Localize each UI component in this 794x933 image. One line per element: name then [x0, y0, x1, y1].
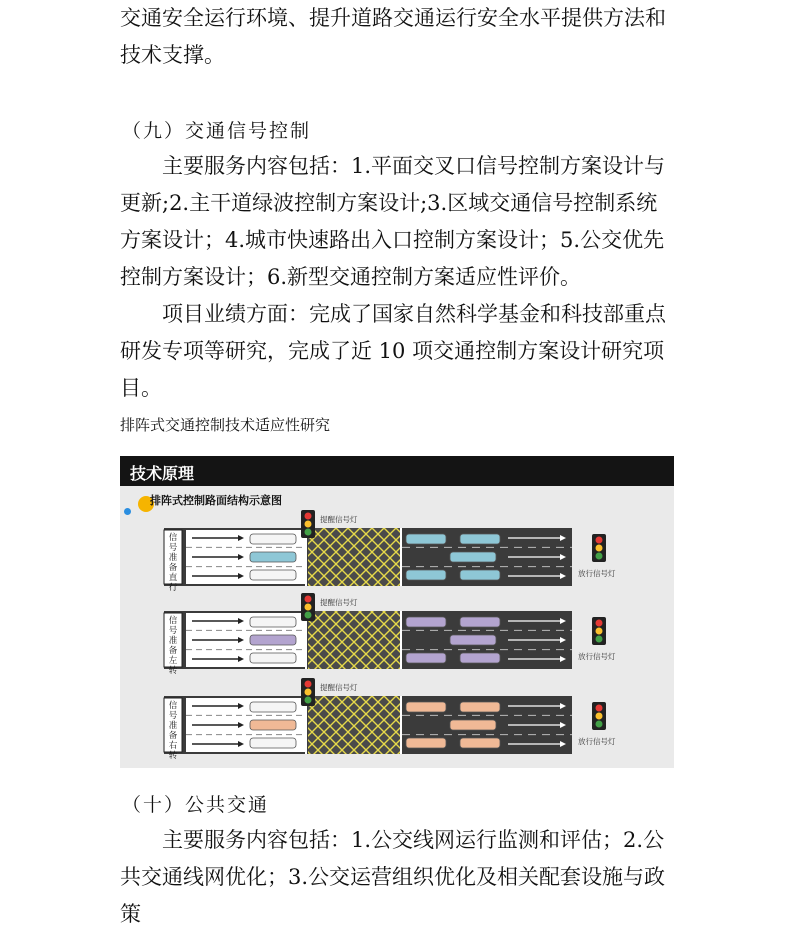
side-label-char: 左 [168, 656, 178, 666]
side-label-char: 准 [168, 721, 178, 731]
section-heading-public-transit: （十）公共交通 [122, 794, 270, 816]
queue-car [250, 635, 296, 645]
released-car [406, 702, 446, 712]
release-light-red [596, 537, 603, 544]
waiting-zone-hatch [308, 528, 400, 586]
side-label-char: 号 [168, 711, 178, 721]
release-light-yellow [596, 628, 603, 635]
released-car [406, 534, 446, 544]
released-car [460, 570, 500, 580]
waiting-zone-hatch [308, 611, 400, 669]
release-light-red [596, 620, 603, 627]
figure-subtitle: 排阵式控制路面结构示意图 [150, 494, 282, 507]
side-label-char: 转 [168, 751, 178, 761]
release-light-yellow [596, 545, 603, 552]
road-structure-diagram [120, 456, 674, 768]
warning-light-label: 提醒信号灯 [320, 515, 358, 524]
queue-car [250, 552, 296, 562]
transit-services-paragraph: 主要服务内容包括：1.公交线网运行监测和评估；2.公共交通线网优化；3.公交运营组织优化及相关配套设施与政策 [120, 828, 666, 926]
queue-car [250, 617, 296, 627]
side-label-char: 直 [168, 573, 178, 583]
released-car [460, 738, 500, 748]
side-label-char: 准 [168, 553, 178, 563]
released-car [460, 702, 500, 712]
section-heading-signal-control: （九）交通信号控制 [122, 120, 312, 142]
side-label-char: 备 [168, 563, 178, 573]
lane-group-2 [164, 597, 616, 676]
side-label-char: 右 [168, 741, 178, 751]
released-car [406, 738, 446, 748]
warning-light-yellow [305, 689, 312, 696]
lane-group-1 [164, 514, 616, 593]
side-label-char: 备 [168, 731, 178, 741]
warning-light-red [305, 513, 312, 520]
side-label-char: 号 [168, 626, 178, 636]
signal-achievements-paragraph: 项目业绩方面：完成了国家自然科学基金和科技部重点研发专项等研究，完成了近 10 项交通控制方案设计研究项目。 [120, 302, 666, 400]
released-car [460, 617, 500, 627]
queue-car [250, 720, 296, 730]
warning-light-green [305, 697, 312, 704]
release-light-yellow [596, 713, 603, 720]
figure-header-title: 技术原理 [130, 464, 195, 483]
intro-paragraph: 交通安全运行环境、提升道路交通运行安全水平提供方法和技术支撑。 [120, 6, 666, 67]
queue-car [250, 702, 296, 712]
released-car [460, 534, 500, 544]
released-car [450, 635, 496, 645]
queue-car [250, 534, 296, 544]
queue-car [250, 570, 296, 580]
signal-services-paragraph: 主要服务内容包括：1.平面交叉口信号控制方案设计与更新;2.主干道绿波控制方案设计;3.区域交通信号控制系统方案设计；4.城市快速路出入口控制方案设计；5.公交优先控制方案设计；6.新型交通控制方案适应性评价。 [120, 154, 666, 289]
side-label-char: 信 [168, 616, 178, 626]
side-label-char: 行 [168, 583, 178, 593]
side-label-char: 信 [168, 533, 178, 543]
side-label-char: 转 [168, 666, 178, 676]
release-light-green [596, 553, 603, 560]
release-light-green [596, 721, 603, 728]
released-car [450, 720, 496, 730]
released-car [406, 570, 446, 580]
warning-light-red [305, 596, 312, 603]
figure-caption: 排阵式交通控制技术适应性研究 [120, 416, 331, 434]
released-car [450, 552, 496, 562]
lane-group-3 [164, 682, 616, 761]
released-car [460, 653, 500, 663]
release-light-label: 放行信号灯 [578, 652, 616, 661]
queue-car [250, 738, 296, 748]
release-light-label: 放行信号灯 [578, 569, 616, 578]
warning-light-label: 提醒信号灯 [320, 598, 358, 607]
warning-light-red [305, 681, 312, 688]
side-label-char: 准 [168, 636, 178, 646]
release-light-red [596, 705, 603, 712]
released-car [406, 653, 446, 663]
warning-light-yellow [305, 521, 312, 528]
side-label-char: 信 [168, 701, 178, 711]
warning-light-green [305, 529, 312, 536]
release-light-label: 放行信号灯 [578, 737, 616, 746]
queue-control-figure [120, 456, 674, 768]
warning-light-green [305, 612, 312, 619]
side-label-char: 备 [168, 646, 178, 656]
side-label-char: 号 [168, 543, 178, 553]
release-light-green [596, 636, 603, 643]
released-car [406, 617, 446, 627]
queue-car [250, 653, 296, 663]
warning-light-yellow [305, 604, 312, 611]
waiting-zone-hatch [308, 696, 400, 754]
warning-light-label: 提醒信号灯 [320, 683, 358, 692]
